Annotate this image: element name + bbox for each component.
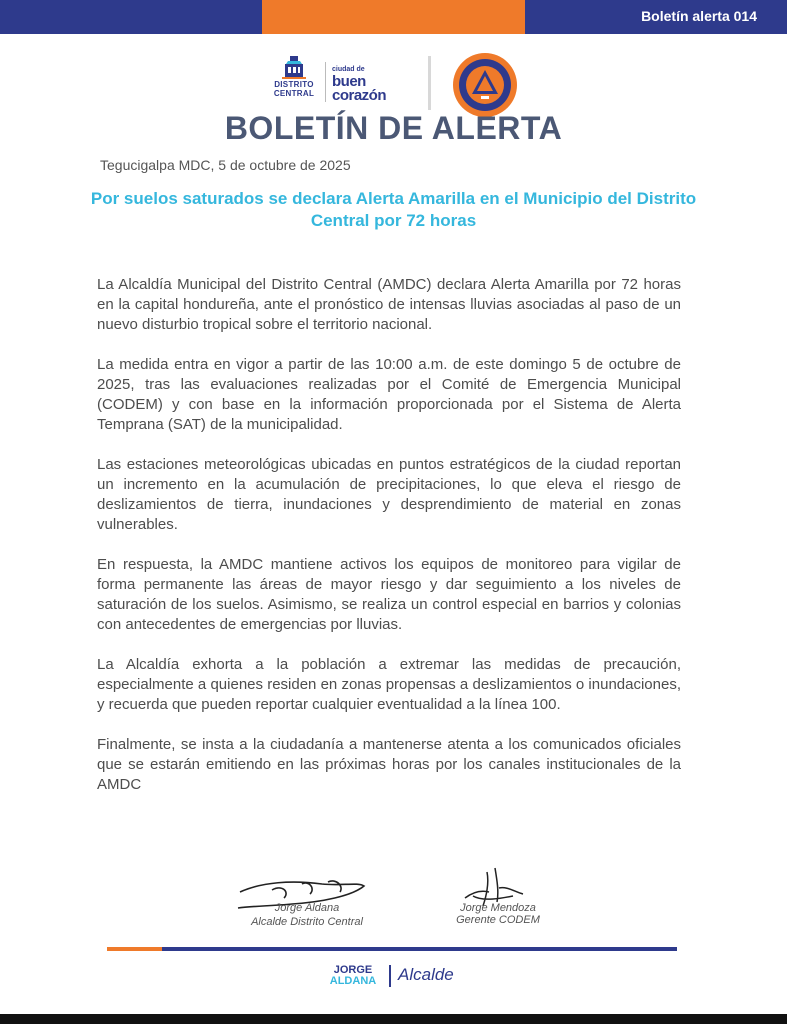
footer-role: Alcalde	[398, 965, 454, 984]
signer-left-role: Alcalde Distrito Central	[251, 916, 363, 928]
footer-name-line2: ALDANA	[329, 975, 377, 987]
footer-brand	[0, 963, 787, 993]
paragraph: La medida entra en vigor a partir de las 10:00 a.m. de este domingo 5 de octubre de 2025, tras las evaluaciones realizadas por el Comité de Emergencia Municipal (CODEM) y con base en la información proporcionada por el Sistema de Alerta Temprana (SAT) de la municipalidad.	[97, 356, 681, 433]
footer-divider-blue	[162, 947, 677, 951]
document-title: BOLETÍN DE ALERTA	[224, 110, 563, 146]
buen-corazon-logo	[332, 64, 412, 103]
logo-divider-bold	[428, 56, 431, 110]
body-text	[97, 275, 681, 815]
codem-seal-icon	[452, 52, 518, 118]
paragraph: La Alcaldía Municipal del Distrito Central (AMDC) declara Alerta Amarilla por 72 horas en la capital hondureña, ante el pronóstico de intensas lluvias asociadas al paso de un nuevo disturbio tropical sobre el territorio nacional.	[97, 276, 681, 333]
paragraph: En respuesta, la AMDC mantiene activos los equipos de monitoreo para vigilar de forma permanente las áreas de mayor riesgo y dar seguimiento a los niveles de saturación de los suelos. Asimismo, se realiza un control especial en barrios y colonias con antecedentes de emergencias por lluvias.	[97, 556, 681, 633]
dc-logo-line1: DISTRITO	[274, 80, 314, 89]
bulletin-number: Boletín alerta 014	[641, 8, 757, 24]
dc-logo-line2: CENTRAL	[273, 89, 315, 98]
city-tower-icon	[279, 54, 309, 80]
footer-name-line1: JORGE	[333, 964, 373, 976]
logo-divider	[325, 62, 326, 102]
footer-divider-orange	[107, 947, 162, 951]
signature-block-left	[232, 862, 382, 932]
cbc-small-text: ciudad de	[332, 66, 365, 73]
top-color-bar	[0, 0, 787, 34]
footer-mayor-name	[322, 965, 384, 987]
dateline: Tegucigalpa MDC, 5 de octubre de 2025	[100, 157, 351, 173]
bottom-edge-strip	[0, 1014, 787, 1024]
signer-left-name: Jorge Aldana	[274, 902, 340, 914]
paragraph: La Alcaldía exhorta a la población a extremar las medidas de precaución, especialmente a quienes residen en zonas propensas a deslizamientos o inundaciones, y recuerda que pueden reportar cualquier eventualidad a la línea 100.	[97, 656, 681, 713]
cbc-line2: corazón	[332, 87, 387, 104]
cbc-line1: buen	[332, 73, 366, 90]
logo-row	[0, 48, 787, 118]
signer-right-name: Jorge Mendoza	[460, 902, 536, 914]
paragraph: Las estaciones meteorológicas ubicadas en puntos estratégicos de la ciudad reportan un incremento en la acumulación de precipitaciones, lo que eleva el riesgo de deslizamientos de tierra, inundaciones y desprendimiento de material en zonas vulnerables.	[97, 456, 681, 533]
top-bar-blue-left	[0, 0, 262, 34]
footer-separator	[389, 965, 391, 987]
signer-right-role: Gerente CODEM	[456, 914, 540, 926]
footer-divider	[107, 947, 677, 951]
signature-block-right	[443, 862, 553, 932]
headline: Por suelos saturados se declara Alerta Amarilla en el Municipio del Distrito Central por 72 horas	[90, 189, 697, 230]
top-bar-orange	[262, 0, 525, 34]
distrito-central-logo	[268, 54, 320, 104]
paragraph: Finalmente, se insta a la ciudadanía a mantenerse atenta a los comunicados oficiales que se estarán emitiendo en las próximas horas por los canales institucionales de la AMDC	[97, 736, 681, 793]
